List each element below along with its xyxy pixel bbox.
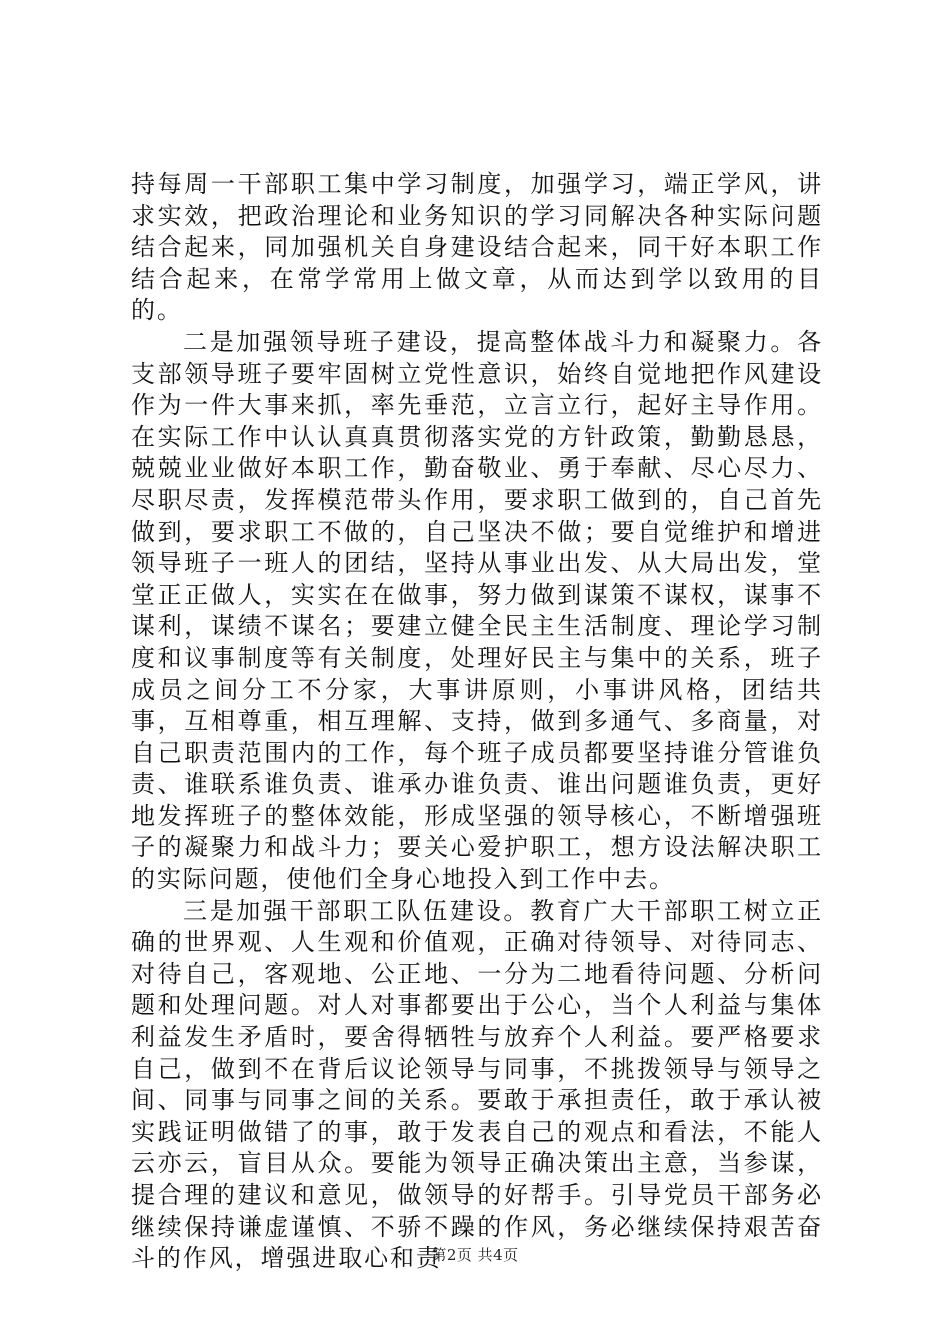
page-number-footer: 第2页 共4页 [431,1246,519,1264]
paragraph-1: 持每周一干部职工集中学习制度，加强学习，端正学风，讲求实效，把政治理论和业务知识的学习同解决各种实际问题结合起来，同加强机关自身建设结合起来，同干好本职工作结合起来，在常学常用上做文章，从而达到学以致用的目的。 [131,170,823,325]
paragraph-3: 三是加强干部职工队伍建设。教育广大干部职工树立正确的世界观、人生观和价值观，正确对待领导、对待同志、对待自己，客观地、公正地、一分为二地看待问题、分析问题和处理问题。对人对事都要出于公心，当个人利益与集体利益发生矛盾时，要舍得牺牲与放弃个人利益。要严格要求自己，做到不在背后议论领导与同事，不挑拨领导与领导之间、同事与同事之间的关系。要敢于承担责任，敢于承认被实践证明做错了的事，敢于发表自己的观点和看法，不能人云亦云，盲目从众。要能为领导正确决策出主意，当参谋，提合理的建议和意见，做领导的好帮手。引导党员干部务必继续保持谦虚谨慎、不骄不躁的作风，务必继续保持艰苦奋斗的作风，增强进取心和责 [131,896,823,1273]
paragraph-2: 二是加强领导班子建设，提高整体战斗力和凝聚力。各支部领导班子要牢固树立党性意识，始终自觉地把作风建设作为一件大事来抓，率先垂范，立言立行，起好主导作用。在实际工作中认认真真贯彻落实党的方针政策，勤勤恳恳，兢兢业业做好本职工作，勤奋敬业、勇于奉献、尽心尽力、尽职尽责，发挥模范带头作用，要求职工做到的，自己首先做到，要求职工不做的，自己坚决不做；要自觉维护和增进领导班子一班人的团结，坚持从事业出发、从大局出发，堂堂正正做人，实实在在做事，努力做到谋策不谋权，谋事不谋利，谋绩不谋名；要建立健全民主生活制度、理论学习制度和议事制度等有关制度，处理好民主与集中的关系，班子成员之间分工不分家，大事讲原则，小事讲风格，团结共事，互相尊重，相互理解、支持，做到多通气、多商量，对自己职责范围内的工作，每个班子成员都要坚持谁分管谁负责、谁联系谁负责、谁承办谁负责、谁出问题谁负责，更好地发挥班子的整体效能，形成坚强的领导核心，不断增强班子的凝聚力和战斗力；要关心爱护职工，想方设法解决职工的实际问题，使他们全身心地投入到工作中去。 [131,327,823,894]
document-body [131,169,823,1275]
